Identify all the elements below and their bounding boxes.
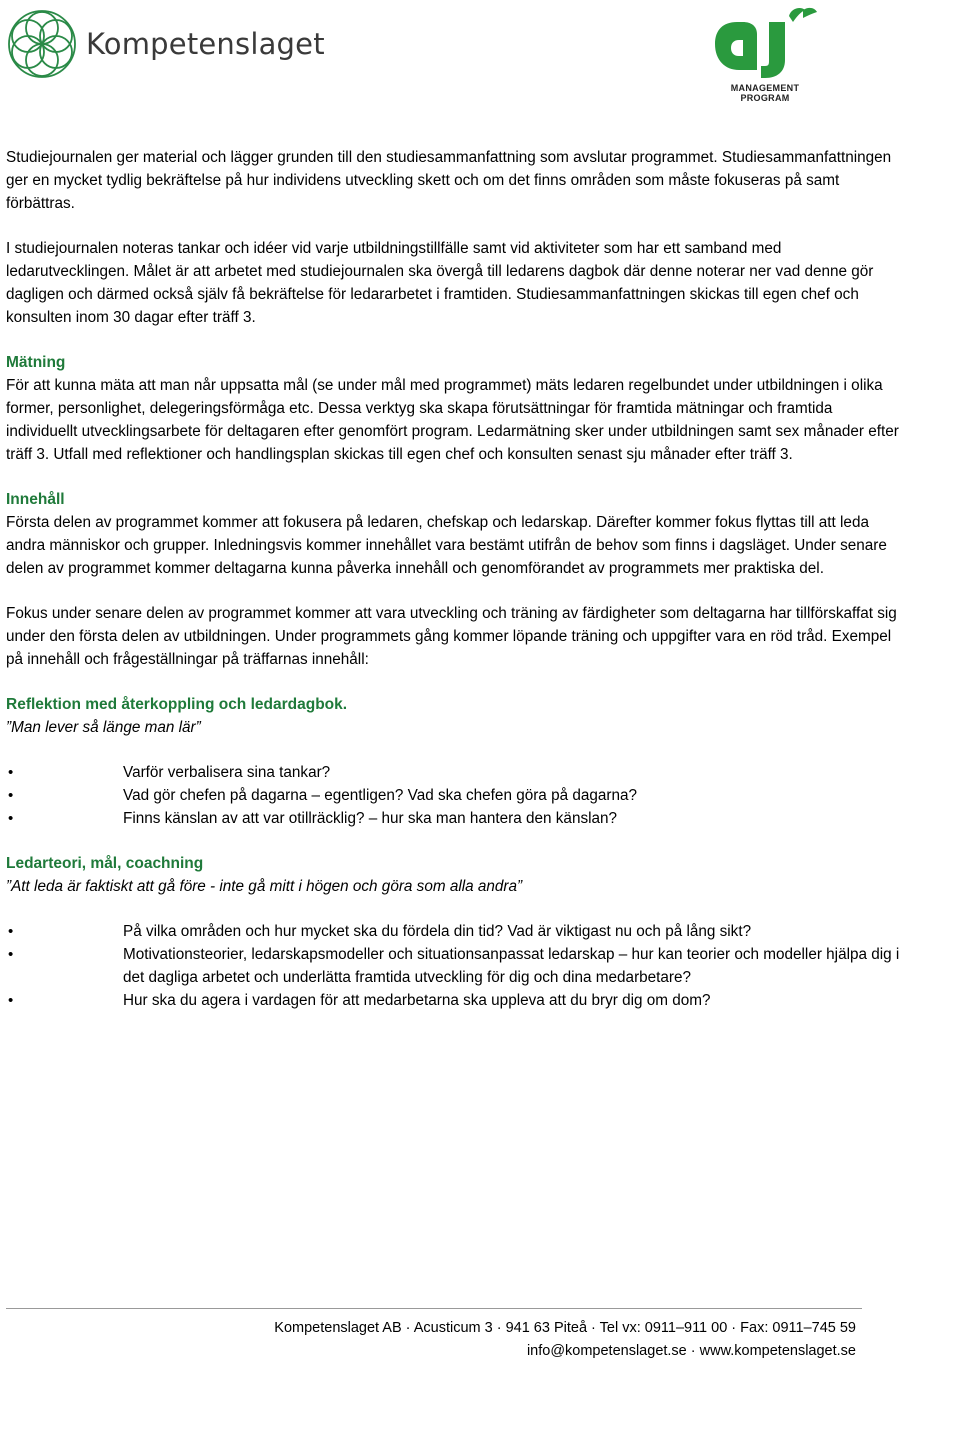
list-item: • På vilka områden och hur mycket ska du fördela din tid? Vad är viktigast nu och på lång sikt? [6,920,906,943]
section-quote-ledarteori: ”Att leda är faktiskt att gå före - inte gå mitt i högen och göra som alla andra” [6,878,523,895]
footer-address: Kompetenslaget AB · Acusticum 3 · 941 63 Piteå · Tel vx: 0911–911 00 · Fax: 0911–745 59 [274,1320,856,1336]
page-header [0,0,960,110]
bullet-list-ledarteori [6,920,906,1012]
innehall-paragraph: Första delen av programmet kommer att fokusera på ledaren, chefskap och ledarskap. Därefter kommer fokus flyttas till att leda andra människor och grupper. Inledningsvis kommer innehållet vara bestämt utifrån de behov som finns i dagsläget. Under senare delen av programmet kommer deltagarna kunna påverka innehåll och genomförandet av programmets mer praktiska del. [6,514,887,577]
list-item: • Finns känslan av att var otillräcklig? – hur ska man hantera den känslan? [6,807,906,830]
flower-logo-icon [6,8,78,80]
studiejournal-paragraph: I studiejournalen noteras tankar och idéer vid varje utbildningstillfälle samt vid aktiviteter som har ett samband med ledarutvecklingen. Målet är att arbetet med studiejournalen ska övergå till ledarens dagbok där denne noterar ner vad denne gör dagligen och därmed också själv få bekräftelse för ledararbetet i framtiden. Studiesammanfattningen skickas till egen chef och konsulten inom 30 dagar efter träff 3. [6,240,874,326]
intro-paragraph: Studiejournalen ger material och lägger grunden till den studiesammanfattning som avslutar programmet. Studiesammanfattningen ger en mycket tydlig bekräftelse på hur individens utveckling skett och om det finns områden som måste fokuseras på samt förbättras. [6,149,892,212]
list-item: • Hur ska du agera i vardagen för att medarbetarna ska uppleva att du bryr dig om dom? [6,989,906,1012]
matning-heading: Mätning [6,354,66,371]
aj-logo-icon [705,4,825,80]
section-heading-ledarteori: Ledarteori, mål, coachning [6,855,204,872]
footer-divider [6,1308,862,1309]
management-program-logo [705,4,825,103]
list-item: • Vad gör chefen på dagarna – egentligen? Vad ska chefen göra på dagarna? [6,784,906,807]
footer-contact[interactable]: info@kompetenslaget.se · www.kompetenslaget.se [526,1343,856,1359]
section-quote-reflektion: ”Man lever så länge man lär” [6,719,201,736]
page-footer [274,1317,856,1363]
brand-name: Kompetenslaget [86,27,325,61]
bullet-list-reflektion [6,761,906,830]
management-program-text: MANAGEMENT PROGRAM [730,83,800,103]
matning-paragraph: För att kunna mäta att man når uppsatta mål (se under mål med programmet) mäts ledaren regelbundet under utbildningen i olika former, personlighet, delegeringsförmåga etc. Dessa verktyg ska skapa förutsättningar för framtida mätningar och framtida individuellt utvecklingsarbete för deltagaren efter genomfört program. Ledarmätning sker under utbildningen samt sex månader efter träff 3. Utfall med reflektioner och handlingsplan skickas till egen chef och konsulten senast sju månader efter träff 3. [6,377,899,463]
kompetenslaget-logo [6,8,325,80]
list-item: • Varför verbalisera sina tankar? [6,761,906,784]
section-heading-reflektion: Reflektion med återkoppling och ledardagbok. [6,696,348,713]
fokus-paragraph: Fokus under senare delen av programmet kommer att vara utveckling och träning av färdigheter som deltagarna har tillförskaffat sig under den första delen av utbildningen. Under programmets gång kommer löpande träning och uppgifter vara en röd tråd. Exempel på innehåll och frågeställningar på träffarnas innehåll: [6,605,897,668]
innehall-heading: Innehåll [6,491,65,508]
document-body [6,146,906,1034]
list-item: • Motivationsteorier, ledarskapsmodeller och situationsanpassat ledarskap – hur kan teorier och modeller hjälpa dig i det dagliga arbetet och underlätta framtida utveckling för dig och dina medarbetare? [6,943,906,989]
